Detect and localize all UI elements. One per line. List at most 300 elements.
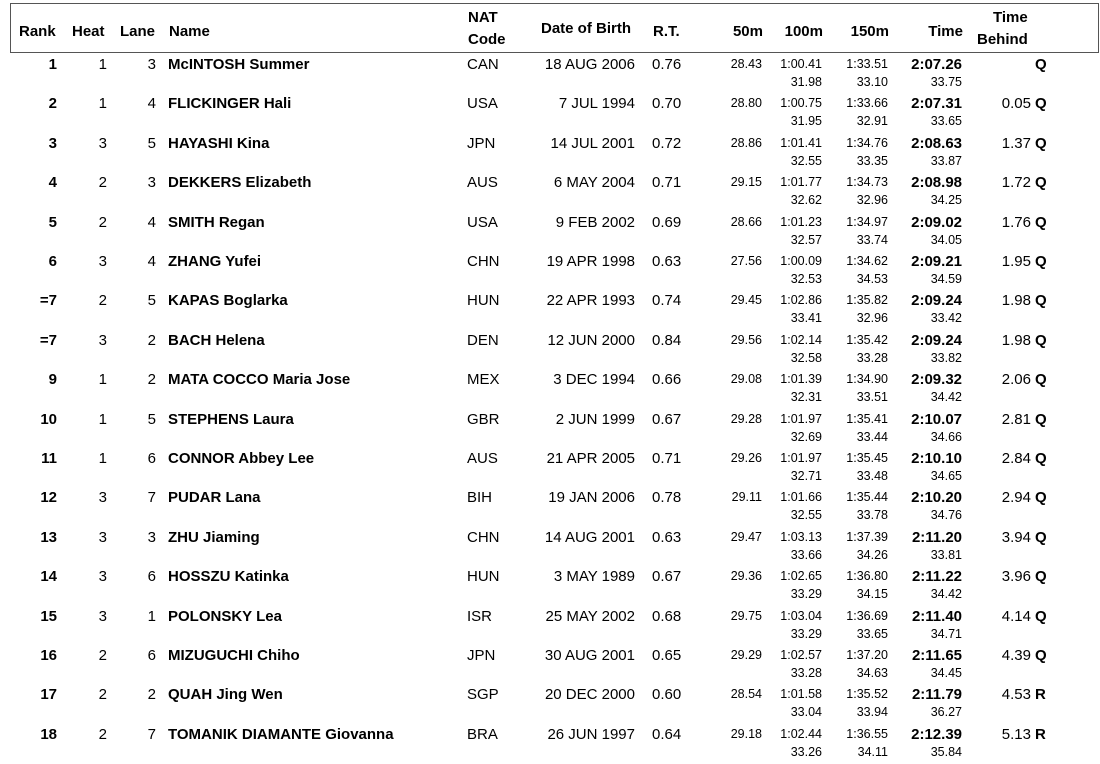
split-100m: 1:02.57 [780, 648, 822, 662]
reaction-time: 0.65 [652, 647, 682, 664]
header-100m: 100m [784, 23, 823, 40]
table-row [0, 134, 1100, 173]
split-100m-lap: 31.98 [790, 75, 822, 89]
final-time: 2:11.65 [911, 647, 962, 664]
split-150m-lap: 34.53 [856, 272, 888, 286]
final-lap: 33.82 [930, 350, 962, 365]
final-lap: 34.25 [930, 193, 962, 208]
split-150m: 1:34.73 [846, 175, 888, 190]
nat-code: GBR [467, 410, 500, 428]
time-behind: 1.98 [1001, 292, 1031, 310]
qualification-mark: Q [1035, 174, 1047, 192]
heat-cell: 1 [98, 95, 107, 113]
table-row [0, 55, 1100, 94]
reaction-time: 0.71 [652, 450, 682, 467]
split-150m-lap: 33.10 [856, 75, 888, 89]
lane-cell: 4 [147, 213, 156, 231]
heat-cell: 3 [98, 134, 107, 152]
nat-code: BIH [467, 489, 493, 507]
athlete-name: HOSSZU Katinka [168, 568, 289, 586]
split-50m: 28.86 [730, 135, 762, 150]
rank-cell: 10 [40, 410, 57, 428]
split-100m-lap: 33.26 [790, 744, 822, 759]
split-100m: 1:03.13 [780, 529, 822, 544]
final-lap: 34.45 [930, 666, 962, 680]
table-row [0, 410, 1100, 449]
date-of-birth: 14 AUG 2001 [544, 528, 635, 546]
reaction-time: 0.68 [652, 607, 682, 625]
split-150m: 1:34.97 [846, 214, 888, 229]
split-150m-lap: 33.51 [856, 390, 888, 405]
final-time: 2:09.24 [911, 292, 962, 310]
date-of-birth: 18 AUG 2006 [544, 56, 635, 73]
rank-cell: 11 [41, 450, 57, 467]
reaction-time: 0.71 [652, 174, 682, 192]
lane-cell: 4 [147, 95, 156, 113]
reaction-time: 0.74 [652, 292, 682, 310]
rank-cell: 3 [48, 134, 57, 152]
split-50m: 29.18 [730, 726, 762, 741]
date-of-birth: 20 DEC 2000 [544, 686, 635, 704]
split-150m-lap: 33.35 [856, 153, 888, 168]
table-row [0, 291, 1100, 330]
nat-code: CHN [467, 253, 500, 270]
rank-cell: 13 [40, 528, 57, 546]
reaction-time: 0.63 [652, 253, 682, 270]
split-50m: 29.56 [730, 332, 762, 347]
nat-code: BRA [467, 725, 498, 743]
time-behind: 0.05 [1001, 95, 1031, 113]
athlete-name: KAPAS Boglarka [168, 292, 288, 310]
split-100m: 1:01.66 [780, 490, 822, 505]
final-time: 2:08.63 [911, 134, 962, 152]
header-nat-line2: Code [468, 31, 506, 48]
final-lap: 34.42 [930, 587, 962, 602]
date-of-birth: 19 JAN 2006 [548, 489, 635, 507]
date-of-birth: 2 JUN 1999 [555, 410, 635, 428]
lane-cell: 6 [147, 450, 156, 467]
table-row [0, 370, 1100, 409]
lane-cell: 5 [147, 410, 156, 428]
split-100m-lap: 32.57 [790, 232, 822, 247]
final-time: 2:11.40 [911, 607, 962, 625]
header-time: Time [928, 23, 963, 40]
lane-cell: 5 [147, 134, 156, 152]
split-150m-lap: 33.74 [856, 232, 888, 247]
table-row [0, 528, 1100, 567]
nat-code: JPN [467, 647, 496, 664]
final-time: 2:11.20 [911, 528, 962, 546]
rank-cell: 15 [40, 607, 57, 625]
time-behind: 1.76 [1001, 213, 1031, 231]
date-of-birth: 3 MAY 1989 [553, 568, 635, 586]
final-time: 2:08.98 [911, 174, 962, 192]
split-100m-lap: 33.29 [790, 626, 822, 641]
split-150m: 1:34.90 [846, 372, 888, 387]
split-100m-lap: 32.55 [790, 153, 822, 168]
heat-cell: 1 [98, 410, 107, 428]
split-100m: 1:00.41 [780, 57, 822, 71]
split-100m: 1:01.77 [780, 175, 822, 190]
header-50m: 50m [732, 23, 763, 40]
split-150m-lap: 34.11 [857, 744, 888, 759]
qualification-mark: R [1035, 686, 1046, 704]
table-row [0, 252, 1100, 291]
athlete-name: STEPHENS Laura [168, 410, 294, 428]
final-time: 2:07.31 [911, 95, 962, 113]
nat-code: USA [467, 95, 498, 113]
reaction-time: 0.72 [652, 134, 682, 152]
nat-code: HUN [467, 292, 500, 310]
qualification-mark: Q [1035, 647, 1047, 664]
qualification-mark: Q [1035, 410, 1047, 428]
reaction-time: 0.67 [652, 568, 682, 586]
split-100m: 1:01.23 [780, 214, 822, 229]
split-150m: 1:35.44 [846, 490, 888, 505]
rank-cell: 5 [48, 213, 57, 231]
qualification-mark: Q [1035, 292, 1047, 310]
lane-cell: 3 [147, 528, 156, 546]
athlete-name: SMITH Regan [168, 213, 265, 231]
qualification-mark: Q [1035, 489, 1047, 507]
split-150m-lap: 34.15 [856, 587, 888, 602]
rank-cell: 2 [48, 95, 57, 113]
time-behind: 1.95 [1001, 253, 1031, 270]
split-50m: 29.15 [730, 175, 762, 190]
time-behind: 2.84 [1001, 450, 1031, 467]
split-150m-lap: 32.96 [856, 311, 888, 326]
table-row [0, 213, 1100, 252]
heat-cell: 2 [98, 213, 107, 231]
date-of-birth: 3 DEC 1994 [553, 371, 635, 389]
date-of-birth: 14 JUL 2001 [550, 134, 635, 152]
table-row [0, 449, 1100, 488]
time-behind: 3.94 [1001, 528, 1031, 546]
lane-cell: 6 [147, 647, 156, 664]
athlete-name: BACH Helena [168, 331, 265, 349]
athlete-name: DEKKERS Elizabeth [168, 174, 312, 192]
final-lap: 34.76 [930, 508, 962, 523]
qualification-mark: Q [1035, 568, 1047, 586]
rank-cell: 17 [40, 686, 57, 704]
nat-code: MEX [467, 371, 500, 389]
qualification-mark: Q [1035, 450, 1047, 467]
split-100m-lap: 33.04 [790, 705, 822, 720]
table-row [0, 567, 1100, 606]
date-of-birth: 22 APR 1993 [546, 292, 635, 310]
final-lap: 34.05 [930, 232, 962, 247]
split-50m: 29.47 [730, 529, 762, 544]
final-lap: 35.84 [930, 744, 962, 759]
athlete-name: POLONSKY Lea [168, 607, 282, 625]
split-100m: 1:00.75 [780, 96, 822, 111]
rank-cell: 18 [40, 725, 57, 743]
final-lap: 36.27 [930, 705, 962, 720]
rank-cell: 16 [40, 647, 57, 664]
header-lane: Lane [120, 23, 156, 40]
heat-cell: 1 [98, 56, 107, 73]
final-lap: 34.65 [930, 469, 962, 483]
split-50m: 29.75 [730, 608, 762, 623]
split-150m-lap: 34.26 [856, 547, 888, 562]
split-150m: 1:36.69 [846, 608, 888, 623]
split-100m: 1:01.39 [780, 372, 822, 387]
split-100m: 1:01.97 [780, 451, 822, 465]
split-50m: 29.45 [730, 293, 762, 308]
qualification-mark: Q [1035, 134, 1047, 152]
header-behind-line1: Time [993, 9, 1028, 26]
reaction-time: 0.64 [652, 725, 682, 743]
table-row [0, 646, 1100, 685]
split-100m: 1:02.65 [780, 569, 822, 584]
split-50m: 27.56 [730, 254, 762, 268]
final-lap: 34.42 [930, 390, 962, 405]
lane-cell: 1 [147, 607, 156, 625]
nat-code: USA [467, 213, 498, 231]
rank-cell: 1 [48, 56, 57, 73]
final-lap: 33.75 [930, 75, 962, 89]
table-row [0, 331, 1100, 370]
header-behind-line2: Behind [977, 31, 1028, 48]
final-time: 2:10.07 [911, 410, 962, 428]
split-100m: 1:01.41 [780, 135, 822, 150]
split-100m-lap: 32.69 [790, 429, 822, 444]
header-date-of-birth: Date of Birth [541, 20, 631, 37]
qualification-mark: Q [1035, 331, 1047, 349]
final-time: 2:10.10 [911, 450, 962, 467]
split-50m: 29.28 [730, 411, 762, 426]
lane-cell: 2 [147, 331, 156, 349]
split-150m: 1:36.80 [846, 569, 888, 584]
header-rank: Rank [19, 23, 56, 40]
rank-cell: 14 [40, 568, 57, 586]
split-100m-lap: 32.58 [790, 350, 822, 365]
nat-code: CAN [467, 56, 499, 73]
split-50m: 28.80 [730, 96, 762, 111]
lane-cell: 5 [147, 292, 156, 310]
split-100m: 1:02.86 [780, 293, 822, 308]
qualification-mark: Q [1035, 371, 1047, 389]
header-name: Name [169, 23, 210, 40]
final-lap: 34.59 [930, 272, 962, 286]
split-150m-lap: 33.28 [856, 350, 888, 365]
table-row [0, 173, 1100, 212]
final-time: 2:12.39 [911, 725, 962, 743]
heat-cell: 1 [98, 450, 107, 467]
date-of-birth: 7 JUL 1994 [558, 95, 635, 113]
time-behind: 4.39 [1001, 647, 1031, 664]
time-behind: 2.06 [1001, 371, 1031, 389]
time-behind: 2.81 [1001, 410, 1031, 428]
qualification-mark: Q [1035, 607, 1047, 625]
athlete-name: PUDAR Lana [168, 489, 261, 507]
split-100m-lap: 33.29 [790, 587, 822, 602]
split-50m: 29.26 [730, 451, 762, 465]
athlete-name: MATA COCCO Maria Jose [168, 371, 351, 389]
final-lap: 33.42 [930, 311, 962, 326]
reaction-time: 0.63 [652, 528, 682, 546]
qualification-mark: Q [1035, 95, 1047, 113]
split-150m: 1:37.20 [846, 648, 888, 662]
split-150m: 1:35.41 [846, 411, 888, 426]
results-table-header [10, 3, 1099, 53]
lane-cell: 4 [147, 253, 156, 270]
lane-cell: 2 [147, 686, 156, 704]
lane-cell: 7 [147, 725, 156, 743]
split-100m-lap: 32.62 [790, 193, 822, 208]
nat-code: CHN [467, 528, 500, 546]
time-behind: 2.94 [1001, 489, 1031, 507]
split-100m-lap: 32.55 [790, 508, 822, 523]
final-time: 2:09.21 [911, 253, 962, 270]
heat-cell: 3 [98, 528, 107, 546]
rank-cell: 9 [48, 371, 57, 389]
final-lap: 33.87 [930, 153, 962, 168]
table-row [0, 607, 1100, 646]
date-of-birth: 25 MAY 2002 [545, 607, 635, 625]
reaction-time: 0.66 [652, 371, 682, 389]
qualification-mark: Q [1035, 56, 1047, 73]
rank-cell: 4 [48, 174, 57, 192]
split-150m-lap: 33.94 [856, 705, 888, 720]
final-lap: 33.65 [930, 114, 962, 129]
split-150m: 1:35.45 [846, 451, 888, 465]
nat-code: DEN [467, 331, 499, 349]
header-nat-line1: NAT [468, 9, 498, 26]
split-100m: 1:02.14 [780, 332, 822, 347]
athlete-name: ZHANG Yufei [168, 253, 262, 270]
split-150m-lap: 33.78 [856, 508, 888, 523]
time-behind: 5.13 [1001, 725, 1031, 743]
split-150m: 1:35.52 [846, 687, 888, 702]
date-of-birth: 30 AUG 2001 [544, 647, 635, 664]
heat-cell: 2 [98, 686, 107, 704]
final-time: 2:09.02 [911, 213, 962, 231]
date-of-birth: 21 APR 2005 [546, 450, 635, 467]
date-of-birth: 9 FEB 2002 [555, 213, 635, 231]
heat-cell: 3 [98, 489, 107, 507]
split-100m-lap: 32.31 [790, 390, 822, 405]
split-100m: 1:03.04 [780, 608, 822, 623]
qualification-mark: R [1035, 725, 1046, 743]
split-50m: 29.29 [730, 648, 762, 662]
date-of-birth: 12 JUN 2000 [547, 331, 635, 349]
lane-cell: 6 [147, 568, 156, 586]
split-100m-lap: 33.28 [790, 666, 822, 680]
rank-cell: 6 [48, 253, 57, 270]
lane-cell: 7 [147, 489, 156, 507]
reaction-time: 0.84 [652, 331, 682, 349]
nat-code: ISR [467, 607, 493, 625]
split-150m-lap: 32.96 [856, 193, 888, 208]
split-150m: 1:37.39 [846, 529, 888, 544]
date-of-birth: 26 JUN 1997 [547, 725, 635, 743]
split-50m: 28.43 [730, 57, 762, 71]
heat-cell: 3 [98, 253, 107, 270]
nat-code: AUS [467, 450, 498, 467]
nat-code: JPN [467, 134, 496, 152]
split-100m-lap: 33.66 [790, 547, 822, 562]
reaction-time: 0.60 [652, 686, 682, 704]
split-100m-lap: 31.95 [790, 114, 822, 129]
split-150m: 1:35.42 [846, 332, 888, 347]
final-lap: 34.71 [930, 626, 962, 641]
heat-cell: 3 [98, 607, 107, 625]
time-behind: 4.14 [1001, 607, 1031, 625]
time-behind: 4.53 [1001, 686, 1031, 704]
split-100m-lap: 32.53 [790, 272, 822, 286]
reaction-time: 0.78 [652, 489, 682, 507]
split-100m-lap: 32.71 [790, 469, 822, 483]
split-150m: 1:34.62 [846, 254, 888, 268]
heat-cell: 2 [98, 647, 107, 664]
split-150m: 1:35.82 [846, 293, 888, 308]
split-100m: 1:01.58 [780, 687, 822, 702]
final-lap: 34.66 [930, 429, 962, 444]
table-row [0, 725, 1100, 764]
reaction-time: 0.69 [652, 213, 682, 231]
rank-cell: =7 [39, 292, 57, 310]
athlete-name: ZHU Jiaming [168, 528, 260, 546]
athlete-name: FLICKINGER Hali [168, 95, 292, 113]
heat-cell: 3 [98, 331, 107, 349]
header-heat: Heat [72, 23, 105, 40]
split-50m: 28.54 [730, 687, 762, 702]
split-150m: 1:34.76 [846, 135, 888, 150]
time-behind: 1.98 [1001, 331, 1031, 349]
qualification-mark: Q [1035, 253, 1047, 270]
header-reaction-time: R.T. [653, 23, 680, 40]
athlete-name: QUAH Jing Wen [168, 686, 283, 704]
nat-code: AUS [467, 174, 498, 192]
split-50m: 29.11 [731, 490, 762, 505]
reaction-time: 0.67 [652, 410, 682, 428]
time-behind: 1.72 [1001, 174, 1031, 192]
final-time: 2:11.79 [911, 686, 962, 704]
heat-cell: 2 [98, 725, 107, 743]
heat-cell: 3 [98, 568, 107, 586]
split-50m: 29.36 [730, 569, 762, 584]
split-100m: 1:02.44 [780, 726, 822, 741]
lane-cell: 2 [147, 371, 156, 389]
final-time: 2:09.24 [911, 331, 962, 349]
split-50m: 28.66 [730, 214, 762, 229]
final-lap: 33.81 [930, 547, 962, 562]
rank-cell: =7 [39, 331, 57, 349]
nat-code: HUN [467, 568, 500, 586]
split-150m: 1:36.55 [846, 726, 888, 741]
final-time: 2:09.32 [911, 371, 962, 389]
athlete-name: MIZUGUCHI Chiho [168, 647, 300, 664]
split-150m-lap: 33.44 [856, 429, 888, 444]
time-behind: 1.37 [1001, 134, 1031, 152]
split-150m-lap: 33.48 [856, 469, 888, 483]
qualification-mark: Q [1035, 213, 1047, 231]
time-behind: 3.96 [1001, 568, 1031, 586]
final-time: 2:11.22 [911, 568, 962, 586]
table-row [0, 488, 1100, 527]
heat-cell: 1 [98, 371, 107, 389]
athlete-name: CONNOR Abbey Lee [168, 450, 315, 467]
date-of-birth: 6 MAY 2004 [553, 174, 635, 192]
date-of-birth: 19 APR 1998 [546, 253, 635, 270]
heat-cell: 2 [98, 292, 107, 310]
qualification-mark: Q [1035, 528, 1047, 546]
table-row [0, 685, 1100, 724]
split-150m-lap: 34.63 [856, 666, 888, 680]
reaction-time: 0.76 [652, 56, 682, 73]
table-row [0, 94, 1100, 133]
